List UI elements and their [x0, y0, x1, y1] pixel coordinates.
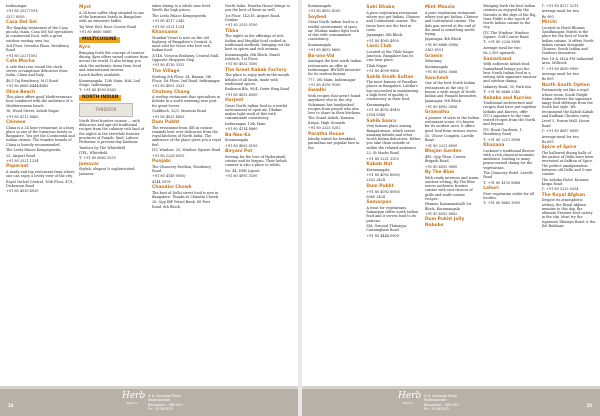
restaurant-name: By The Blue — [424, 169, 455, 175]
listing-text: Rs 650 — [541, 139, 554, 144]
column — [225, 4, 294, 380]
listing-text: This place offers good Mediterranean food combined with the ambience of a Mediterranean beach. — [6, 95, 73, 108]
listing-text: 489, Opp Titan, Corner, Brigade Road, — [424, 154, 467, 164]
restaurant-name: Gramin — [424, 53, 443, 59]
listing-text: Rs 600 — [541, 77, 554, 82]
listing-text: takes dining to a whole new level. Worth the high prices. — [152, 4, 212, 13]
listing-text: Average meal for two — [483, 45, 521, 50]
listing-text: The restaurant from ISR in cuisine reminds best ever delicacies from the royal kitchens of North India. The ambience of the place gives you a royal feel. — [152, 125, 221, 147]
listing-text: A pure vegetarian restaurant where you get Indian, Chinese and Continental cuisine. The lassis here are the best in town. — [366, 10, 420, 32]
restaurant-name: Sanchesh — [424, 75, 449, 81]
restaurant-logo-text: TANDOOR — [95, 107, 117, 113]
listing-text: T: +91 80 2211 9898 — [483, 137, 521, 142]
restaurant-name: Bhojan Garden — [424, 149, 462, 155]
listing-text: Rs 2,500 upwards — [483, 51, 515, 56]
listing-text: Koramangala — [225, 138, 249, 143]
listing-text: Mumbai Vivart is now on the old highway of Bangalore's Central. A must visit for those who love rich Indian food. — [152, 35, 212, 53]
listing-text: +91 80 4099 9888 — [366, 69, 399, 74]
listing-text: Very famous place among Bangaloreans, which serves amazing kebabs and other North Indian delicacies. Either you take them outside or within the relaxed ambience. — [366, 124, 421, 150]
restaurant-name: Khansama — [152, 30, 178, 35]
restaurant-name: Samarpan — [366, 200, 392, 206]
listing-text: Bringing forth the concept of counter dining, Kyra offers varied cuisines from across the world. It also letting you stick the authentic items from local and international entrees. — [79, 50, 148, 72]
restaurant-name: Lahori — [483, 186, 499, 192]
listing-text: Average meal for two — [541, 9, 579, 14]
listing-text: 23, Airport Road — [6, 153, 36, 158]
listing-text: +91 80 4092 5656 — [424, 104, 458, 109]
restaurant-name: North South Option — [541, 82, 590, 88]
listing-text: Infantry Road, 30, Park Inn — [483, 84, 531, 89]
listing-text: 4144 5978 — [152, 179, 171, 184]
page-number: 24 — [8, 403, 14, 408]
restaurant-name: The Village — [152, 68, 180, 74]
listing-text: 16, Wood Street, Ashok Nagar — [6, 109, 59, 114]
logo-subtitle: &Spice — [126, 401, 138, 405]
listing-text: The Ashoka Hotel, Kumara Krupa Road — [541, 177, 589, 186]
restaurant-name: Kyra — [79, 45, 91, 51]
listing-text: Level 5, Forum Mall, Hosur Road — [541, 119, 590, 128]
listing-text: 40/3 Taj Residency, M G Road — [6, 78, 58, 83]
listing-text: 777, 5th Main, Indiranagar — [308, 77, 356, 82]
listing-text: A pure vegetarian restaurant where you get Indian, Chinese and Continental cuisine. The dals pan served at the end of the meal is something worth trying. — [424, 10, 479, 37]
restaurant-name: The Great Kabab Factory — [225, 67, 287, 73]
listing-text: +91 80 2226 6555 — [152, 153, 185, 158]
listing-text: +91 80 4092 6060/ — [366, 173, 400, 178]
restaurant-logo-image — [79, 103, 133, 117]
listing-text: North West frontier cuisine — with delicacies and age-old traditional recipes from the culinary rich land of the nights in the erstwhile frontier provinces of Punjab, Sind, Lahore, Peshawar & present-day Kashmir. — [79, 118, 145, 145]
listing-text: Great North Indian food in a restful environment of open air. Dhabas makes light work of this with consummate consistency. — [308, 20, 359, 42]
listing-text: Despite its atmospheric setting, the Royal Afghan remains to this day, the ultimate Frontier food eatery in the city. Must try the signature Dhaniya Roast & the Dal Bukhara. — [541, 198, 596, 228]
column — [483, 4, 537, 380]
restaurant-name: Punjabi — [152, 158, 171, 164]
logo-title: Herb — [398, 391, 422, 401]
listing-text: ITC Windsor, 25, Windsor Square Road — [152, 148, 221, 153]
listing-text: The flagship restaurant of the Casa piccola chain, Casa Del Sol specialises in continental food, with a great outdoor seating area too. — [6, 25, 74, 43]
listing-text: +91 80 4114 8860 — [225, 127, 258, 132]
cuisine-section-heading: MULTICUISINE — [79, 37, 120, 43]
column — [79, 4, 148, 380]
listing-text: A cafe that rose round the clock, serves scrumptious delicacies from India, China and Italy. — [6, 64, 68, 78]
listing-text: T: +91 80 4127 3213 — [541, 4, 579, 8]
listing-text: 1st Floor, 142/18, Airport Road, Domlur — [225, 13, 281, 22]
page-footer — [302, 386, 600, 416]
listing-text: +91 80 4032 5500 — [225, 62, 258, 67]
restaurant-name: Tikka — [225, 28, 239, 34]
restaurant-name: Sahib Sindh Sultan — [366, 74, 414, 80]
listing-text: +91 80 6666 0088/ — [424, 42, 459, 47]
listing-text: T: +91 80 6666 2345 — [483, 90, 521, 95]
listing-text: Fortunately set like a royal whose room, South Falgib-Nakra delivers the signature tangy food offerings from the North but style. We recommend the Kaboli Kabab and Kadhaai Chicken curry. — [541, 88, 594, 118]
listing-text: North India. Paratha House brings to you the best of these as well. — [225, 4, 290, 13]
listing-text: The Leela Palace Kempegowda, — [6, 148, 62, 153]
listing-text: Goldfinch, 32/3, Museum Road — [152, 109, 206, 114]
listing-text: Koramangala — [424, 64, 448, 69]
listing-text: Zeberang — [424, 59, 442, 64]
listing-text: T: +91 80 4093 6363 — [79, 88, 116, 93]
listing-text: +91 80 4149 9500/ — [152, 174, 186, 179]
listing-text: A rooftop restaurant that specialises in Kebabs in a north watering rose port for great lovers. — [152, 95, 221, 108]
listing-text: 2552 2424 — [366, 178, 385, 183]
restaurant-name: Ba-Nas-Ka — [225, 132, 251, 138]
listing-text: Traditional architecture and recipes that have put together Kebabs and Kurries, offer ITC's signature to the time tested recipes from the North and beyond. — [483, 101, 537, 127]
restaurant-name: Samarkand — [483, 56, 512, 62]
listing-text: Pure vegetarian outlet for all foodies. — [483, 191, 534, 200]
footer-band — [0, 386, 298, 389]
restaurant-name: Soybed — [308, 14, 327, 20]
listing-text: Jayanagar, 4th Block — [366, 33, 403, 38]
listing-text: With recipes that aren't found anywhere else in the city, Suleimani has handpicked recipes from people who also love to share in their kitchens. — [308, 94, 362, 116]
listing-text: 55, Ulsoor Complex, Lavelle Road — [424, 134, 474, 143]
address-line: Ph : 41461333 — [424, 406, 449, 411]
listing-text: 22, St Marks Road — [366, 151, 399, 156]
listing-text: A pioneer of sorts in the Indian restaurant scene, it's known for its outdoor area. It offers good food from various states. — [424, 115, 480, 133]
listing-text: ITC Royal Gardenia, 1, Residency Road — [483, 127, 523, 137]
listing-text: +91 80 4190 9100 — [308, 83, 341, 87]
page-number: 25 — [586, 403, 592, 408]
address-line: # 6, Sampige Road — [424, 394, 457, 398]
listing-text: +91 80 4112 8400 — [6, 114, 39, 119]
herb-spice-logo-icon — [122, 391, 146, 409]
column — [425, 4, 479, 380]
column — [366, 4, 420, 380]
restaurant-name: Kebabs and Kurries — [483, 95, 532, 101]
listing-text: Koramangala — [366, 102, 390, 107]
address-line: Bangalore - 560 003 — [424, 402, 459, 407]
listing-text: The Chancery Hotel, Lavelle Road — [483, 171, 533, 180]
restaurant-name: Paratha House — [308, 131, 345, 137]
page-footer — [0, 386, 298, 416]
listing-text: Stylish, elegant & sophisticated, Jamavar — [79, 167, 136, 176]
restaurant-name: Harjeet — [225, 98, 244, 104]
restaurant-address — [424, 394, 459, 411]
listing-text: Great North Indian food in a restful environment of open air. Dhabas makes light work of this with consummate consistency. — [225, 103, 288, 121]
restaurant-name: Biryani Pot — [225, 149, 253, 155]
listing-text: Average meal for two — [541, 71, 579, 76]
listing-text: Serving for the love of Hyderabadi cuisine and its biryani. Their kebab counter is also a place to relish. — [225, 154, 287, 168]
listing-text: Amongst the best north Indian restaurants on offer in Indiranagar. BWSSB favourite for its mutton biryani. — [308, 59, 362, 77]
listing-text: Ideally suited for breakfast, paranthas are popular fare in the — [308, 137, 360, 150]
listing-text: +91 80 4025 4855 — [152, 114, 185, 119]
listing-text: Lucknow's traditional flavour with a rich classical aromatic ambience, leading to many praise-earned dining for the vegetarians. — [483, 148, 535, 170]
listing-text: Average meal for two — [541, 134, 579, 139]
listing-text: With authentic kebab food, Samarkand brings you the best North Indian food in a setting with signature tandoor and outdoor dining. — [483, 62, 537, 84]
restaurant-name: Lassi Club — [366, 44, 392, 50]
listing-text: Tandoor by The Whitefield — [79, 145, 126, 150]
listing-text: Jayanagar, 9th Block — [424, 99, 461, 104]
listing-text: +91 80 4092 8100 — [308, 9, 341, 14]
restaurant-name: Casa Del Sol — [6, 20, 37, 26]
listing-text: +91 80 2225 0202 — [308, 126, 341, 131]
listing-text: +91 80 6660 5660 — [79, 30, 112, 35]
listing-text: +91 80 22271001 — [6, 53, 38, 58]
herb-spice-logo-icon — [398, 391, 422, 409]
listing-text: Bringing forth the best Indian cuisines as enjoyed by the Nawabs in the days of the Raj, Dum Pukht is the epoch of North Indian cuisine in the city. — [483, 4, 537, 30]
restaurant-name: The Royal Afghan — [541, 192, 586, 198]
right-page — [302, 0, 600, 416]
listing-text: +91 80 4030 4030 — [6, 189, 39, 194]
listing-text: The Leela Palace Kempegowda — [152, 13, 207, 18]
listing-text: +91 80 4092 8100 — [225, 143, 258, 148]
listing-text: Royal Orchid Central, 10th Floor, 47/1, Dickenson Road — [6, 179, 75, 188]
listing-text: +91 80 4092 5100 — [225, 174, 258, 179]
column — [152, 4, 221, 380]
listing-text: +91 80 4116 3333 — [152, 63, 185, 68]
restaurant-name: Myst — [79, 5, 91, 11]
listing-text: Lunch buffets available. — [79, 73, 121, 78]
restaurant-name: Chutney Chang — [152, 89, 190, 95]
listing-text: +91 80 4092 4949/ — [366, 107, 400, 112]
left-page — [0, 0, 298, 416]
listing-text: 3rd Floor, Devatha Plaza, Residency Road — [6, 44, 70, 53]
listing-text: T: +91 80 6665 3000 — [483, 201, 521, 206]
listing-text: Tilak Nagar — [366, 63, 388, 68]
restaurant-name: Paperaat — [6, 164, 29, 170]
listing-text: Taj West End, Race Course Road — [79, 24, 136, 29]
listing-text: +91 80 4092 8882 — [424, 211, 458, 216]
listing-text: T: +91 80 2226 9898 — [483, 40, 521, 45]
listing-text: Koramangala — [308, 4, 332, 8]
restaurant-name: Jamavar — [79, 161, 100, 167]
listing-text: The Grand Ashok, Kumara Krupa, High Grounds — [308, 116, 355, 125]
listing-text: +91 80 2221 8900 — [424, 143, 458, 148]
restaurant-name: Mirchi — [541, 20, 557, 26]
listing-text: 26, Opp IBP Petrol Bunk, 80 Feet Road, 6th Block, — [152, 200, 210, 209]
listing-text: +91 80 4092 3333 — [152, 84, 185, 89]
listing-text: A ready and top restaurant from where one can enjoy a lovely view of the city. — [6, 169, 75, 179]
listing-text: The nights in the offerings of rich Indian and Mughlai food cooked in traditional methods, bringing out the best in spices and rich aromas. — [225, 34, 290, 52]
listing-text: +91 80 2521 1234 — [6, 158, 39, 163]
listing-text: The hallowed dining halls of the palace of Delhi have been recreated at Saffron of Spice. The perfect amalgamation between old Delhi and 5-star cuisine. — [541, 150, 594, 177]
listing-text: Located at the Tilak Nagar Junction, Bangalore has its own lassi place. — [366, 49, 414, 63]
listing-text: +91 80 4092 5666 — [424, 70, 458, 75]
listing-text: 2363 6101 — [424, 48, 444, 53]
listing-text: With ready interiors and warm outdoor setting, By The Blue serves authentic frontier cuisine with vast choices of grills and multi-cuisine recipes. — [424, 175, 479, 201]
listing-text: ITC The Windsor, Windsor Square, Golf Course Road — [483, 30, 529, 39]
restaurant-name: Gramathu — [424, 110, 450, 116]
footer-band — [302, 386, 600, 389]
address-line: # 6, Sampige Road — [148, 394, 181, 398]
restaurant-name: Swadhi — [308, 88, 326, 94]
column — [6, 4, 75, 380]
restaurant-address — [148, 394, 183, 411]
logo-title: Herb — [122, 391, 146, 401]
restaurant-name: Olive Beach — [6, 89, 36, 95]
listing-text: One of the best North Indian restaurants in the city. It boasts a wide range of North Indian and Punjabi favourites. — [424, 81, 478, 99]
listing-text: 2554 0944 — [366, 113, 385, 118]
listing-text: Koramangala — [308, 42, 332, 47]
restaurant-name: Sahib Saara — [366, 118, 397, 124]
restaurant-name: Ba-ono-Val — [308, 53, 335, 59]
listing-text: The best of Delhi street food is now in Bangalore. Thanks to Chandni Chowk. — [152, 190, 220, 199]
listing-text: The most famous of Parathas places in Bangalore, Lalitha's has succeeded in maintaining a high level of quality & consistency in their food. — [366, 80, 419, 102]
listing-text: Radisson Blu, 90/4, Outer Ring Road — [225, 87, 290, 92]
restaurant-name: Cafe Mocha — [6, 59, 35, 65]
address-line: Malleswaram — [424, 398, 447, 403]
restaurant-name: Chinese — [6, 120, 26, 126]
address-line: Bangalore - 560 003 — [148, 402, 183, 407]
listing-text: Rs 900 — [541, 14, 554, 19]
listing-text: Koramangala — [366, 167, 390, 172]
listing-text: Koramangala, 6th Block, Nandi Infotech, 1st Floor, — [225, 52, 280, 61]
listing-text: +91 80 2221 3355 — [366, 156, 399, 161]
listing-text: Indiranagar, 12th Main — [225, 121, 266, 126]
restaurant-name: Spice of Spice — [541, 145, 577, 151]
listing-text: +91 80 2521 1234 — [152, 24, 185, 29]
listing-text: ITPL, Whitefield — [79, 151, 108, 155]
cuisine-section-heading: NORTH INDIAN — [79, 95, 121, 101]
listing-text: T: +91 80 4110 8888 — [483, 180, 521, 185]
listing-text: +91 80 4117 2345 — [152, 19, 185, 24]
listing-text: The place to enjoy melt-in-the-mouth kebabs of all kinds, made with traditional spices. — [225, 73, 290, 86]
listing-text: +91 80 4092 6060/ — [366, 189, 400, 194]
listing-text: +91 80 25277591/ — [6, 9, 39, 14]
listing-text: +91 80 6660 4444/4465 — [6, 84, 49, 89]
listing-text: T: +91 80 4067 6000 — [541, 129, 579, 134]
restaurant-name: Khazana — [483, 143, 505, 148]
restaurant-name: Kabab Hut — [366, 162, 393, 167]
listing-text: T: +91 80 4090 0900 — [541, 66, 579, 71]
listing-text: 6060 2424 — [366, 194, 385, 199]
listing-text: T: +91 80 2225 0204 — [541, 187, 579, 192]
address-line: Malleswaram — [148, 398, 171, 403]
listing-text: Hennur, Kammanahalli 1st Block, Koramangala — [424, 202, 472, 211]
listing-text: +91 80 4092 9600 — [424, 164, 458, 169]
listing-text: 3/146, Victoria Embassy, Central Mall, Opposite Shoppers Stop — [152, 53, 220, 63]
listing-text: 2527 8595 — [6, 14, 25, 19]
listing-text: The Chancery Pavilion, Residency Road — [152, 164, 212, 173]
address-line: Ph : 41461333 — [148, 406, 173, 411]
restaurant-name: Chandini Chowk — [152, 185, 192, 191]
listing-text: Koramangala, 12th Main, HAL 2nd Stage, Indiranagar — [79, 78, 140, 87]
listing-text: Located in Hotel Bhimas Gandhinagar, Mirchi is the place for the best of North Indian cuisine. It offers North Indian cuisine alongside Chinese, South Indian and Tandoori favourites. — [541, 25, 594, 56]
listing-text: +91 80 4444 0000 — [366, 233, 399, 238]
listing-text: +91 80 4092 8600 — [308, 48, 341, 53]
restaurant-name: Mint Masala — [424, 5, 455, 11]
column — [542, 4, 596, 380]
listing-text: SM, General Thimayya, Cunningham Road — [366, 224, 408, 233]
restaurant-name: Dum Pukht — [152, 120, 180, 126]
listing-text: T: +91 80 6663 5555 — [79, 156, 116, 161]
listing-text: +91 80 2535 0100 — [225, 23, 258, 28]
right-page-columns — [308, 4, 596, 380]
listing-text: Jayanagar, 4th Block — [424, 37, 461, 42]
listing-text: Indiranagar — [6, 4, 27, 8]
left-page-columns — [6, 4, 294, 380]
listing-text: Sterling 5th Floor, 54, Bazaar, 5th Floor, 1st Floor, 2nd Road, Indiranagar — [152, 74, 221, 83]
listing-text: A treat for vegetarians, Samarpan offers north Indian food and it serves food to its patrons. — [366, 205, 419, 223]
restaurant-name: Dum Pukht — [366, 183, 394, 189]
column — [308, 4, 362, 380]
listing-text: +91 80 4063 4000 — [366, 38, 399, 43]
listing-text: No. 44, HSR Layout — [225, 168, 260, 173]
restaurant-name: Dum Pukht Jolly Nabobs — [424, 217, 465, 228]
logo-subtitle: &Spice — [402, 401, 414, 405]
restaurant-name: Sahi Dhaba — [366, 5, 395, 11]
listing-text: A 24 hour coffee shop situated in one of the luxurious hotels in Bangalore with an extensive buffet. — [79, 10, 145, 24]
listing-text: +91 80 4092 4000 — [225, 92, 258, 97]
listing-text: China is a 24 hour restaurant at a busy place in one of the luxurious hotels in Bangalore. You get the Continental and Indian cuisine. The founder brands of China is heavily recommended. — [6, 125, 75, 147]
listing-text: Pier 18-A, MLA FM Industrial Area, Millrock — [541, 56, 594, 66]
